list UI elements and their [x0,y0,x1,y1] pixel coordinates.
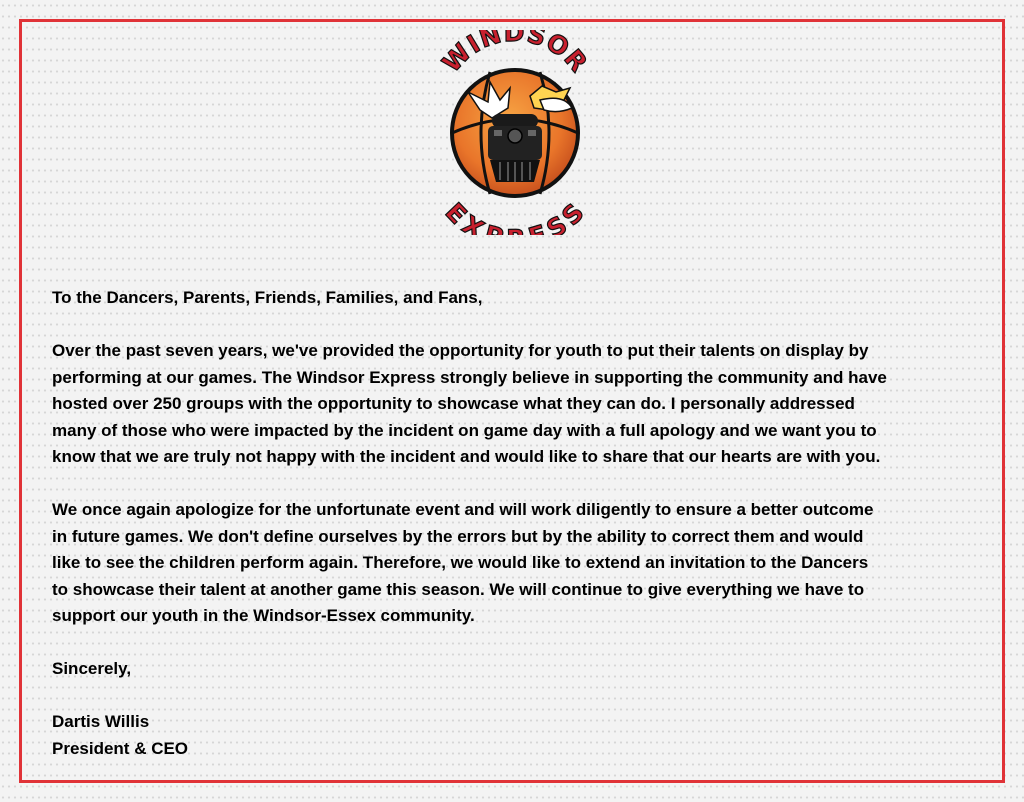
paragraph-1-line: many of those who were impacted by the incident on game day with a full apology and we want you to [52,420,877,440]
train-basketball-logo-icon [430,30,600,235]
paragraph-1-line: hosted over 250 groups with the opportunity to showcase what they can do. I personally addressed [52,394,855,413]
salutation: To the Dancers, Parents, Friends, Families, and Fans, [52,288,483,307]
letter-body [52,285,987,762]
paragraph-2-line: support our youth in the Windsor-Essex community. [52,606,475,625]
closing: Sincerely, [52,659,132,678]
signer-title: President & CEO [52,738,189,758]
paragraph-2-line: We once again apologize for the unfortunate event and will work diligently to ensure a better outcome [52,500,874,519]
paragraph-1-line: know that we are truly not happy with the incident and would like to share that our hearts are with you. [52,447,881,466]
paragraph-2-line: in future games. We don't define ourselves by the errors but by the ability to correct them and would [52,526,864,546]
paragraph-2 [52,497,987,630]
paragraph-1-line: Over the past seven years, we've provided the opportunity for youth to put their talents on display by [52,341,869,360]
paragraph-2-line: to showcase their talent at another game this season. We will continue to give everything we have to [52,579,865,599]
logo-top-text: WINDSOR [436,30,594,79]
windsor-express-logo [430,30,600,235]
signer-name: Dartis Willis [52,712,150,731]
train-icon [488,114,542,182]
logo-bottom-text: EX SS [439,197,591,235]
paragraph-1 [52,338,987,471]
paragraph-2-line: like to see the children perform again. Therefore, we would like to extend an invitation to the Dancers [52,553,869,572]
paragraph-1-line: performing at our games. The Windsor Express strongly believe in supporting the community and have [52,367,887,387]
